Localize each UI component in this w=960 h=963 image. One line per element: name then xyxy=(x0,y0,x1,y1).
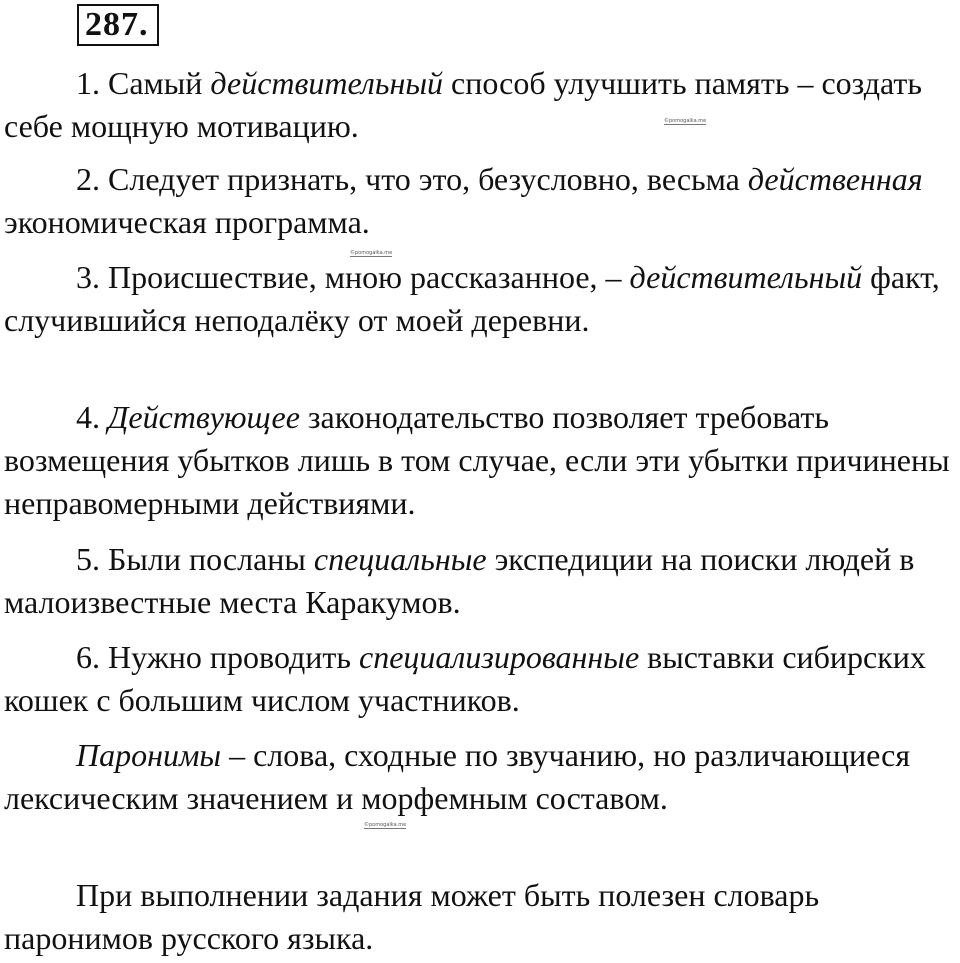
sentence-number: 6. xyxy=(76,639,100,675)
highlighted-word: действительный xyxy=(629,259,863,295)
sentence-text: экспедиции на поиски людей в малоизвестные места Каракумов. xyxy=(4,541,915,620)
sentence-3 xyxy=(4,256,958,342)
sentence-text: Нужно проводить xyxy=(100,639,359,675)
sentence-number: 1. xyxy=(76,65,100,101)
sentence-6 xyxy=(4,636,958,722)
hint-paragraph: При выполнении задания может быть полезен словарь паронимов русского языка. xyxy=(4,877,820,956)
exercise-number: 287. xyxy=(77,4,159,46)
definition-text: – слова, сходные по звучанию, но различающиеся лексическим значением и морфемным составом. xyxy=(4,737,911,816)
sentence-5 xyxy=(4,538,958,624)
highlighted-word: действенная xyxy=(747,161,923,197)
sentence-text: экономическая программа. xyxy=(4,204,370,240)
sentence-4 xyxy=(4,396,958,525)
sentence-text: факт, случившийся неподалёку от моей деревни. xyxy=(4,259,940,338)
highlighted-word: Действующее xyxy=(108,399,300,435)
watermark-text: ©pomogalka.me xyxy=(350,250,393,256)
sentence-number: 4. xyxy=(76,399,100,435)
sentence-text: законодательство позволяет требовать возмещения убытков лишь в том случае, если эти убытки причинены неправомерными действиями. xyxy=(4,399,950,521)
definition-paragraph xyxy=(4,734,958,820)
highlighted-word: действительный xyxy=(210,65,443,101)
sentence-text: выставки сибирских кошек с большим числом участников. xyxy=(4,639,926,718)
sentence-text: Самый xyxy=(100,65,211,101)
sentence-text: Происшествие, мною рассказанное, – xyxy=(100,259,630,295)
definition-term: Паронимы xyxy=(76,737,222,773)
sentence-text: Были посланы xyxy=(100,541,314,577)
watermark-text: ©pomogalka.me xyxy=(664,118,707,124)
sentence-number: 5. xyxy=(76,541,100,577)
sentence-2 xyxy=(4,158,958,244)
sentence-text xyxy=(100,399,108,435)
sentence-number: 3. xyxy=(76,259,100,295)
highlighted-word: специализированные xyxy=(359,639,640,675)
highlighted-word: специальные xyxy=(313,541,487,577)
sentence-text: Следует признать, что это, безусловно, весьма xyxy=(100,161,748,197)
sentence-number: 2. xyxy=(76,161,100,197)
sentence-1 xyxy=(4,62,958,148)
watermark-text: ©pomogalka.me xyxy=(364,822,407,828)
sentence-text: способ улучшить память – создать себе мощную мотивацию. xyxy=(4,65,922,144)
